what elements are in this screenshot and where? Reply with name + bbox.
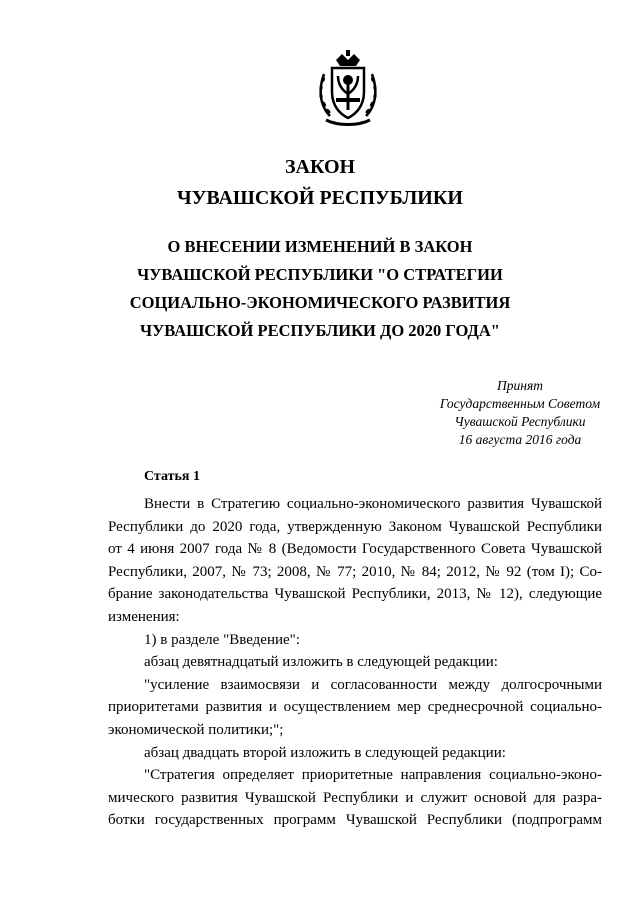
text-line: Республики, 2007, № 73; 2008, № 77; 2010, № 84; 2012, № 92 (том I); Со- [108, 563, 602, 580]
text-line: от 4 июня 2007 года № 8 (Ведомости Государственного Совета Чувашской [108, 541, 602, 558]
text-line: изменения: [108, 608, 180, 625]
adoption-line: Государственным Советом [439, 396, 601, 411]
law-subtitle [0, 233, 640, 345]
subtitle-line: О ВНЕСЕНИИ ИЗМЕНЕНИЙ В ЗАКОН [167, 237, 473, 256]
article-body [108, 493, 602, 832]
adoption-line: Принят [497, 378, 543, 393]
republic-title: ЧУВАШСКОЙ РЕСПУБЛИКИ [177, 187, 463, 209]
quoted-line: экономической политики;"; [108, 721, 284, 738]
quoted-line: мического развития Чувашской Республики и служит основой для разра- [108, 789, 602, 806]
quoted-line: "Стратегия определяет приоритетные направления социально-эконо- [144, 767, 602, 784]
quoted-line: приоритетами развития и осуществлением мер среднесрочной социально- [108, 699, 602, 716]
subtitle-line: СОЦИАЛЬНО-ЭКОНОМИЧЕСКОГО РАЗВИТИЯ [129, 293, 511, 312]
text-line: абзац двадцать второй изложить в следующей редакции: [144, 744, 506, 761]
law-title: ЗАКОН [284, 156, 356, 178]
coat-of-arms-emblem [316, 50, 380, 126]
quoted-line: "усиление взаимосвязи и согласованности между долгосрочными [144, 676, 602, 693]
text-line: абзац девятнадцатый изложить в следующей редакции: [144, 654, 498, 671]
adoption-note [400, 377, 640, 449]
text-line: Республики до 2020 года, утвержденную Законом Чувашской Республики [108, 518, 602, 535]
adoption-line: Чувашской Республики [454, 414, 586, 429]
subtitle-line: ЧУВАШСКОЙ РЕСПУБЛИКИ ДО 2020 ГОДА" [140, 321, 500, 340]
text-line: брание законодательства Чувашской Республики, 2013, № 12), следующие [108, 586, 602, 603]
article-heading: Статья 1 [144, 469, 200, 484]
quoted-line: ботки государственных программ Чувашской Республики (подпрограмм [108, 812, 602, 829]
text-line: Внести в Стратегию социально-экономического развития Чувашской [144, 496, 602, 512]
list-item: 1) в разделе "Введение": [144, 631, 300, 648]
subtitle-line: ЧУВАШСКОЙ РЕСПУБЛИКИ "О СТРАТЕГИИ [137, 265, 503, 284]
adoption-date: 16 августа 2016 года [458, 432, 582, 447]
